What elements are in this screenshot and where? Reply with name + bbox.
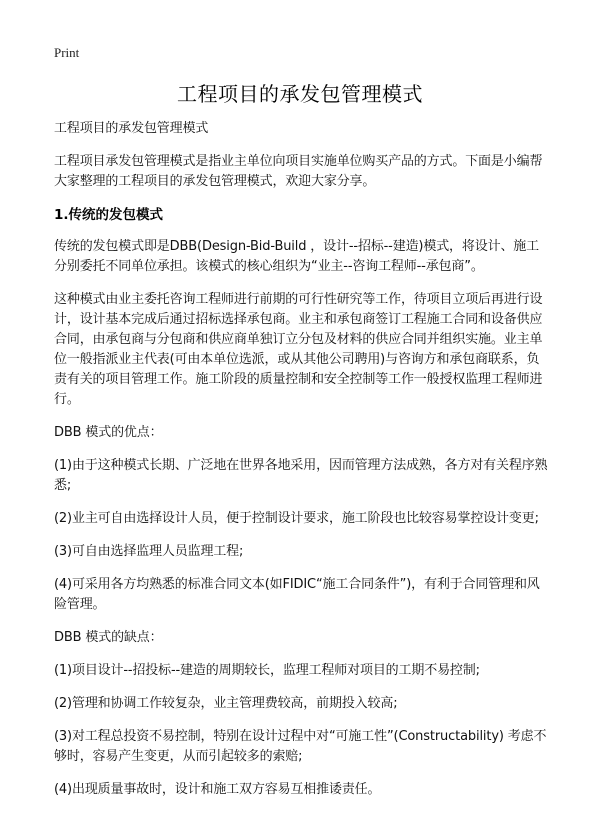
body-paragraph: (2)管理和协调工作较复杂，业主管理费较高，前期投入较高; <box>54 696 398 711</box>
body-paragraph: (4)可采用各方均熟悉的标准合同文本(如FIDIC“施工合同条件”)，有利于合同管理和风险管理。 <box>54 577 540 612</box>
body-paragraph: DBB 模式的优点： <box>54 425 163 440</box>
section-heading: 1.传统的发包模式 <box>54 207 164 223</box>
body-paragraph: (1)由于这种模式长期、广泛地在世界各地采用，因而管理方法成熟，各方对有关程序熟悉; <box>54 458 548 493</box>
body-paragraph: 传统的发包模式即是DBB(Design-Bid-Build ，设计--招标--建造)模式，将设计、施工分别委托不同单位承担。该模式的核心组织为“业主--咨询工程师--承包商”。 <box>54 239 539 274</box>
print-link[interactable]: Print <box>54 45 80 60</box>
body-paragraph: DBB 模式的缺点： <box>54 630 163 645</box>
document-body <box>54 119 548 813</box>
document-title: 工程项目的承发包管理模式 <box>177 82 423 106</box>
body-paragraph: (1)项目设计--招投标--建造的周期较长，监理工程师对项目的工期不易控制; <box>54 663 480 678</box>
body-paragraph: (2)业主可自由选择设计人员，便于控制设计要求，施工阶段也比较容易掌控设计变更; <box>54 511 539 526</box>
body-paragraph: (4)出现质量事故时，设计和施工双方容易互相推诿责任。 <box>54 782 381 797</box>
body-paragraph: 这种模式由业主委托咨询工程师进行前期的可行性研究等工作，待项目立项后再进行设计，设计基本完成后通过招标选择承包商。业主和承包商签订工程施工合同和设备供应合同，由承包商与分包商和供应商单独订立分包及材料的供应合同并组织实施。业主单位一般指派业主代表(可由本单位选派，或从其他公司聘用)与咨询方和承包商联系，负责有关的项目管理工作。施工阶段的质量控制和安全控制等工作一般授权监理工程师进行。 <box>54 292 543 407</box>
body-paragraph: 工程项目的承发包管理模式 <box>54 121 209 136</box>
body-paragraph: 工程项目承发包管理模式是指业主单位向项目实施单位购买产品的方式。下面是小编帮大家整理的工程项目的承发包管理模式，欢迎大家分享。 <box>54 154 543 189</box>
body-paragraph: (3)可自由选择监理人员监理工程; <box>54 544 244 559</box>
body-paragraph: (3)对工程总投资不易控制，特别在设计过程中对“可施工性”(Constructability) 考虑不够时，容易产生变更，从而引起较多的索赔; <box>54 729 547 764</box>
